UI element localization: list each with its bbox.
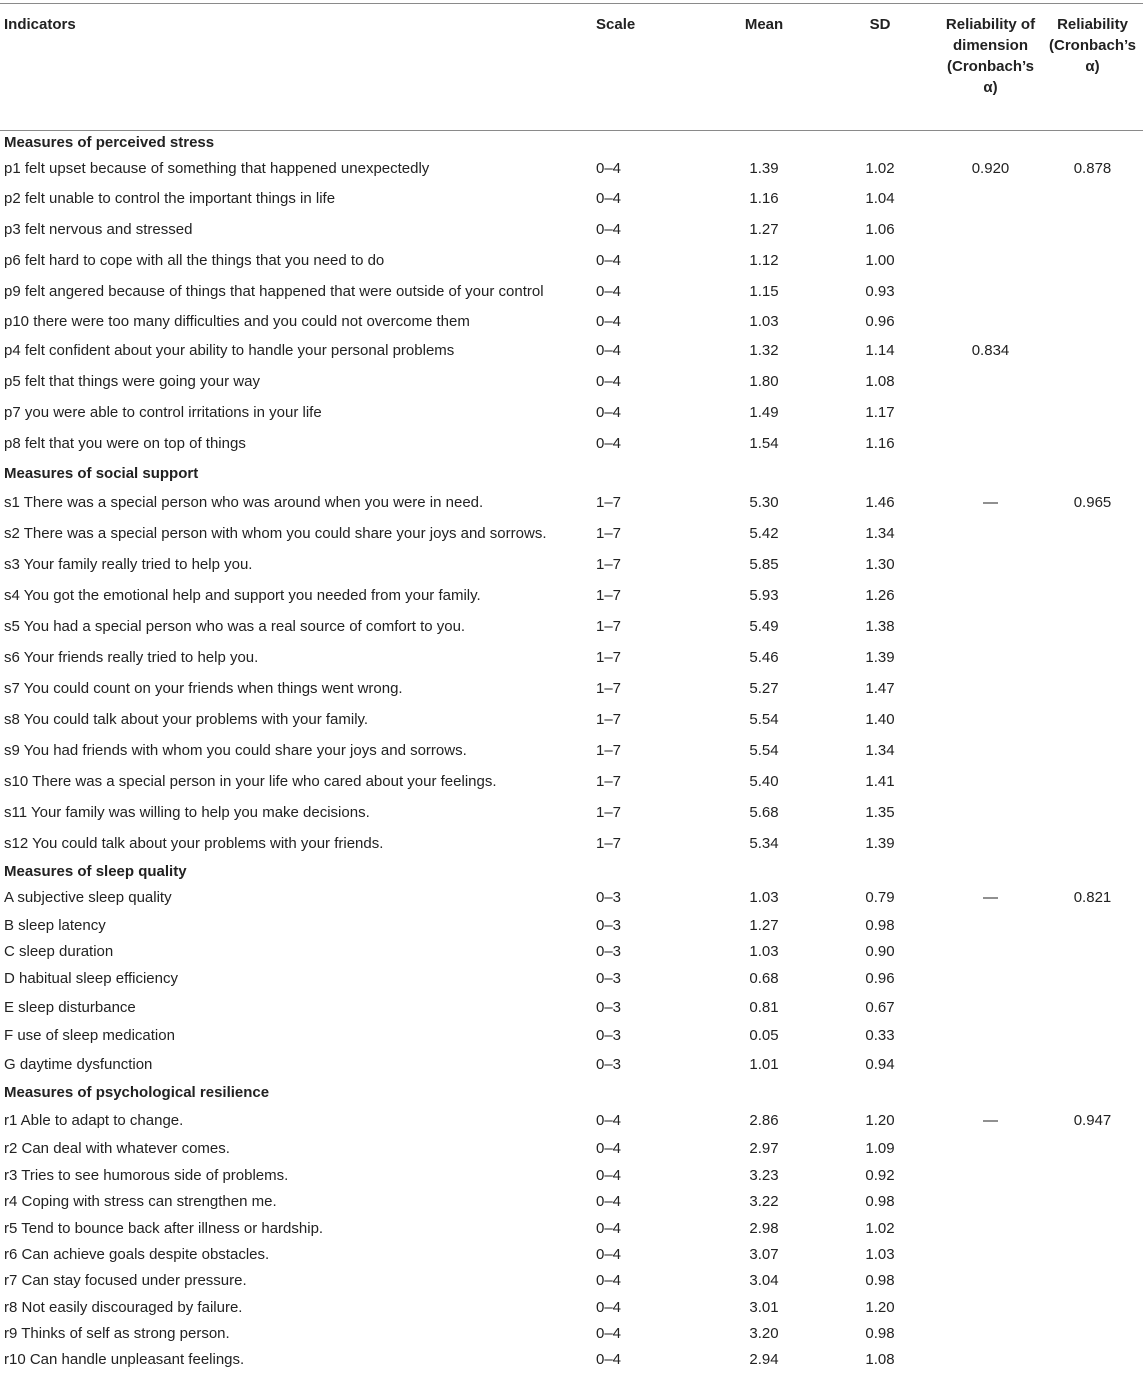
indicator-cell: E sleep disturbance xyxy=(4,998,136,1016)
header-indicators: Indicators xyxy=(0,4,592,131)
reliability-cell xyxy=(1042,1163,1143,1189)
indicator-cell: s4 You got the emotional help and support you needed from your family. xyxy=(4,587,481,604)
reliability-cell xyxy=(1042,1242,1143,1268)
table-row xyxy=(0,1347,1143,1373)
mean-cell: 1.54 xyxy=(749,435,779,452)
section-row xyxy=(0,460,1143,488)
mean-cell: 1.39 xyxy=(749,160,779,177)
indicator-cell: p7 you were able to control irritations in your life xyxy=(4,404,322,421)
mean-cell: 1.16 xyxy=(749,190,779,207)
scale-cell: 0–4 xyxy=(596,373,622,390)
indicator-cell: s10 There was a special person in your life who cared about your feelings. xyxy=(4,773,497,790)
reliability-dimension-cell xyxy=(939,643,1042,674)
scale-cell: 0–4 xyxy=(596,221,622,238)
reliability-dimension-cell xyxy=(939,215,1042,246)
scale-cell: 0–4 xyxy=(596,1166,622,1184)
reliability-dimension-cell: — xyxy=(983,1112,998,1129)
sd-cell: 1.35 xyxy=(865,804,895,821)
scale-cell: 0–4 xyxy=(596,283,622,300)
table-row xyxy=(0,429,1143,460)
indicator-cell: B sleep latency xyxy=(4,916,106,934)
mean-cell: 5.85 xyxy=(749,556,779,573)
scale-cell: 0–4 xyxy=(596,312,622,330)
reliability-cell xyxy=(1042,398,1143,429)
scale-cell: 0–4 xyxy=(596,1298,622,1316)
reliability-dimension-cell: 0.834 xyxy=(971,342,1010,359)
reliability-dimension-cell xyxy=(939,913,1042,939)
table-row xyxy=(0,1321,1143,1347)
reliability-cell xyxy=(1042,674,1143,705)
indicator-cell: r4 Coping with stress can strengthen me. xyxy=(4,1193,277,1210)
scale-cell: 1–7 xyxy=(596,649,622,666)
sd-cell: 1.39 xyxy=(865,835,895,852)
sd-cell: 0.33 xyxy=(865,1027,895,1044)
indicator-cell: p4 felt confident about your ability to handle your personal problems xyxy=(4,342,455,359)
sd-cell: 1.46 xyxy=(865,494,895,511)
header-scale: Scale xyxy=(592,4,707,131)
indicator-cell: s11 Your family was willing to help you make decisions. xyxy=(4,804,370,821)
table-row xyxy=(0,215,1143,246)
scale-cell: 1–7 xyxy=(596,804,622,821)
sd-cell: 1.14 xyxy=(865,342,895,359)
reliability-cell xyxy=(1042,1216,1143,1242)
mean-cell: 5.49 xyxy=(749,618,779,635)
sd-cell: 1.03 xyxy=(865,1245,895,1263)
mean-cell: 0.05 xyxy=(749,1027,779,1044)
table-row xyxy=(0,550,1143,581)
reliability-dimension-cell xyxy=(939,1295,1042,1321)
sd-cell: 1.16 xyxy=(865,435,895,452)
scale-cell: 1–7 xyxy=(596,494,622,511)
reliability-dimension-cell xyxy=(939,1163,1042,1189)
scale-cell: 0–4 xyxy=(596,1219,622,1237)
table-row xyxy=(0,398,1143,429)
reliability-dimension-cell xyxy=(939,581,1042,612)
table-row xyxy=(0,674,1143,705)
indicator-cell: r1 Able to adapt to change. xyxy=(4,1112,184,1129)
scale-cell: 0–3 xyxy=(596,942,622,960)
indicator-cell: p5 felt that things were going your way xyxy=(4,373,260,390)
mean-cell: 5.30 xyxy=(749,494,779,511)
scale-cell: 0–4 xyxy=(596,1350,622,1368)
reliability-cell xyxy=(1042,1189,1143,1216)
mean-cell: 3.04 xyxy=(749,1272,779,1289)
mean-cell: 1.01 xyxy=(749,1055,779,1073)
reliability-dimension-cell: 0.920 xyxy=(971,160,1010,177)
reliability-dimension-cell xyxy=(939,829,1042,860)
scale-cell: 1–7 xyxy=(596,742,622,759)
reliability-cell xyxy=(1042,736,1143,767)
table-row xyxy=(0,519,1143,550)
mean-cell: 1.12 xyxy=(749,252,779,269)
sd-cell: 1.04 xyxy=(865,190,895,207)
indicator-cell: r2 Can deal with whatever comes. xyxy=(4,1140,230,1157)
scale-cell: 0–4 xyxy=(596,1193,622,1210)
reliability-cell xyxy=(1042,336,1143,367)
reliability-cell xyxy=(1042,1321,1143,1347)
indicator-cell: G daytime dysfunction xyxy=(4,1055,153,1073)
table-row xyxy=(0,184,1143,215)
scale-cell: 0–3 xyxy=(596,889,622,906)
reliability-dimension-cell xyxy=(939,965,1042,994)
scale-cell: 0–3 xyxy=(596,916,622,934)
reliability-dimension-cell xyxy=(939,308,1042,336)
reliability-cell xyxy=(1042,246,1143,277)
mean-cell: 3.23 xyxy=(749,1166,779,1184)
mean-cell: 3.20 xyxy=(749,1324,779,1342)
mean-cell: 1.49 xyxy=(749,404,779,421)
section-title: Measures of sleep quality xyxy=(4,862,187,880)
sd-cell: 0.67 xyxy=(865,998,895,1016)
sd-cell: 0.98 xyxy=(865,1193,895,1210)
indicator-cell: p9 felt angered because of things that happened that were outside of your control xyxy=(4,283,544,300)
reliability-cell xyxy=(1042,798,1143,829)
reliability-dimension-cell xyxy=(939,367,1042,398)
indicator-cell: p3 felt nervous and stressed xyxy=(4,221,193,238)
indicator-cell: s2 There was a special person with whom you could share your joys and sorrows. xyxy=(4,525,547,542)
reliability-dimension-cell xyxy=(939,798,1042,829)
table-row xyxy=(0,994,1143,1022)
sd-cell: 1.47 xyxy=(865,680,895,697)
table-header xyxy=(0,4,1143,131)
sd-cell: 1.02 xyxy=(865,160,895,177)
reliability-cell xyxy=(1042,1268,1143,1295)
indicator-cell: s1 There was a special person who was around when you were in need. xyxy=(4,494,484,511)
reliability-dimension-cell xyxy=(939,1321,1042,1347)
scale-cell: 1–7 xyxy=(596,525,622,542)
mean-cell: 5.27 xyxy=(749,680,779,697)
sd-cell: 1.08 xyxy=(865,373,895,390)
scale-cell: 0–3 xyxy=(596,1027,622,1044)
sd-cell: 1.40 xyxy=(865,711,895,728)
indicator-cell: r8 Not easily discouraged by failure. xyxy=(4,1298,243,1316)
indicator-cell: r5 Tend to bounce back after illness or hardship. xyxy=(4,1219,324,1237)
table-row xyxy=(0,705,1143,736)
scale-cell: 1–7 xyxy=(596,711,622,728)
reliability-cell xyxy=(1042,1347,1143,1373)
measures-table xyxy=(0,3,1143,1373)
table-row xyxy=(0,336,1143,367)
indicator-cell: s7 You could count on your friends when things went wrong. xyxy=(4,680,403,697)
mean-cell: 1.27 xyxy=(749,221,779,238)
reliability-cell xyxy=(1042,550,1143,581)
sd-cell: 1.08 xyxy=(865,1350,895,1368)
table-row xyxy=(0,1295,1143,1321)
sd-cell: 0.96 xyxy=(865,312,895,330)
mean-cell: 3.22 xyxy=(749,1193,779,1210)
scale-cell: 0–4 xyxy=(596,252,622,269)
mean-cell: 5.68 xyxy=(749,804,779,821)
reliability-cell xyxy=(1042,829,1143,860)
reliability-cell xyxy=(1042,913,1143,939)
reliability-cell xyxy=(1042,1295,1143,1321)
sd-cell: 1.00 xyxy=(865,252,895,269)
section-row xyxy=(0,1079,1143,1107)
section-row xyxy=(0,131,1143,155)
scale-cell: 0–4 xyxy=(596,435,622,452)
scale-cell: 0–4 xyxy=(596,342,622,359)
scale-cell: 1–7 xyxy=(596,835,622,852)
table-row xyxy=(0,1136,1143,1163)
sd-cell: 0.93 xyxy=(865,283,895,300)
mean-cell: 1.32 xyxy=(749,342,779,359)
mean-cell: 5.46 xyxy=(749,649,779,666)
mean-cell: 1.03 xyxy=(749,889,779,906)
table-row xyxy=(0,1051,1143,1079)
scale-cell: 1–7 xyxy=(596,618,622,635)
scale-cell: 0–4 xyxy=(596,1324,622,1342)
header-mean: Mean xyxy=(707,4,821,131)
sd-cell: 1.20 xyxy=(865,1298,895,1316)
table-body xyxy=(0,131,1143,1373)
indicator-cell: s12 You could talk about your problems with your friends. xyxy=(4,835,384,852)
indicator-cell: s8 You could talk about your problems with your family. xyxy=(4,711,369,728)
table-row xyxy=(0,581,1143,612)
indicator-cell: p1 felt upset because of something that happened unexpectedly xyxy=(4,160,430,177)
sd-cell: 0.90 xyxy=(865,942,895,960)
sd-cell: 1.20 xyxy=(865,1112,895,1129)
sd-cell: 1.34 xyxy=(865,525,895,542)
mean-cell: 2.86 xyxy=(749,1112,779,1129)
scale-cell: 0–4 xyxy=(596,1272,622,1289)
reliability-cell xyxy=(1042,429,1143,460)
reliability-cell xyxy=(1042,277,1143,308)
table-row xyxy=(0,308,1143,336)
reliability-dimension-cell xyxy=(939,767,1042,798)
mean-cell: 1.03 xyxy=(749,942,779,960)
table-row xyxy=(0,1163,1143,1189)
table-row xyxy=(0,1022,1143,1051)
sd-cell: 0.98 xyxy=(865,1272,895,1289)
section-title: Measures of social support xyxy=(4,464,199,482)
table-row xyxy=(0,965,1143,994)
reliability-cell: 0.947 xyxy=(1073,1112,1112,1129)
indicator-cell: p2 felt unable to control the important things in life xyxy=(4,190,336,207)
sd-cell: 1.41 xyxy=(865,773,895,790)
mean-cell: 2.97 xyxy=(749,1140,779,1157)
reliability-dimension-cell xyxy=(939,1189,1042,1216)
sd-cell: 1.39 xyxy=(865,649,895,666)
reliability-dimension-cell xyxy=(939,612,1042,643)
sd-cell: 1.02 xyxy=(865,1219,895,1237)
indicator-cell: r9 Thinks of self as strong person. xyxy=(4,1324,230,1342)
mean-cell: 1.80 xyxy=(749,373,779,390)
reliability-dimension-cell xyxy=(939,1242,1042,1268)
table-row xyxy=(0,884,1143,913)
reliability-dimension-cell xyxy=(939,246,1042,277)
table-row xyxy=(0,612,1143,643)
reliability-dimension-cell xyxy=(939,429,1042,460)
header-reliability: Reliability (Cronbach’s α) xyxy=(1042,4,1143,131)
mean-cell: 3.01 xyxy=(749,1298,779,1316)
section-row xyxy=(0,860,1143,884)
table-row xyxy=(0,829,1143,860)
scale-cell: 1–7 xyxy=(596,680,622,697)
reliability-dimension-cell: — xyxy=(983,889,998,906)
table-row xyxy=(0,367,1143,398)
section-title: Measures of psychological resilience xyxy=(4,1083,270,1101)
sd-cell: 0.96 xyxy=(865,970,895,987)
sd-cell: 1.17 xyxy=(865,404,895,421)
mean-cell: 3.07 xyxy=(749,1245,779,1263)
header-reliability-dimension: Reliability of dimension (Cronbach’s α) xyxy=(939,4,1042,131)
reliability-dimension-cell xyxy=(939,674,1042,705)
reliability-cell: 0.965 xyxy=(1073,494,1112,511)
reliability-cell xyxy=(1042,767,1143,798)
reliability-cell: 0.821 xyxy=(1073,889,1112,906)
table-row xyxy=(0,939,1143,965)
scale-cell: 0–4 xyxy=(596,160,622,177)
table-row xyxy=(0,736,1143,767)
reliability-cell xyxy=(1042,184,1143,215)
table-row xyxy=(0,767,1143,798)
reliability-dimension-cell xyxy=(939,1216,1042,1242)
mean-cell: 5.42 xyxy=(749,525,779,542)
section-title: Measures of perceived stress xyxy=(4,133,215,151)
mean-cell: 1.03 xyxy=(749,312,779,330)
indicator-cell: r6 Can achieve goals despite obstacles. xyxy=(4,1245,270,1263)
reliability-dimension-cell xyxy=(939,1136,1042,1163)
table-row xyxy=(0,1216,1143,1242)
scale-cell: 0–4 xyxy=(596,1140,622,1157)
mean-cell: 1.27 xyxy=(749,916,779,934)
indicator-cell: r7 Can stay focused under pressure. xyxy=(4,1272,247,1289)
reliability-dimension-cell xyxy=(939,184,1042,215)
reliability-cell xyxy=(1042,1022,1143,1051)
reliability-cell xyxy=(1042,1136,1143,1163)
reliability-cell xyxy=(1042,581,1143,612)
reliability-dimension-cell xyxy=(939,519,1042,550)
indicator-cell: r3 Tries to see humorous side of problems. xyxy=(4,1166,289,1184)
indicator-cell: p8 felt that you were on top of things xyxy=(4,435,246,452)
indicator-cell: F use of sleep medication xyxy=(4,1027,175,1044)
sd-cell: 0.79 xyxy=(865,889,895,906)
reliability-cell xyxy=(1042,965,1143,994)
reliability-dimension-cell xyxy=(939,1022,1042,1051)
sd-cell: 0.98 xyxy=(865,916,895,934)
indicator-cell: p6 felt hard to cope with all the things that you need to do xyxy=(4,252,385,269)
mean-cell: 2.94 xyxy=(749,1350,779,1368)
reliability-cell xyxy=(1042,215,1143,246)
reliability-dimension-cell xyxy=(939,939,1042,965)
sd-cell: 0.98 xyxy=(865,1324,895,1342)
table-row xyxy=(0,1189,1143,1216)
indicator-cell: D habitual sleep efficiency xyxy=(4,970,178,987)
reliability-cell xyxy=(1042,612,1143,643)
reliability-dimension-cell xyxy=(939,277,1042,308)
reliability-dimension-cell xyxy=(939,994,1042,1022)
indicator-cell: r10 Can handle unpleasant feelings. xyxy=(4,1350,245,1368)
scale-cell: 0–4 xyxy=(596,190,622,207)
sd-cell: 1.30 xyxy=(865,556,895,573)
scale-cell: 0–4 xyxy=(596,404,622,421)
table-row xyxy=(0,1242,1143,1268)
indicator-cell: A subjective sleep quality xyxy=(4,889,172,906)
indicator-cell: s3 Your family really tried to help you. xyxy=(4,556,253,573)
sd-cell: 1.26 xyxy=(865,587,895,604)
mean-cell: 0.68 xyxy=(749,970,779,987)
scale-cell: 0–3 xyxy=(596,1055,622,1073)
reliability-dimension-cell xyxy=(939,1268,1042,1295)
table-row xyxy=(0,155,1143,184)
reliability-cell xyxy=(1042,705,1143,736)
sd-cell: 1.38 xyxy=(865,618,895,635)
table-row xyxy=(0,1268,1143,1295)
mean-cell: 0.81 xyxy=(749,998,779,1016)
reliability-dimension-cell xyxy=(939,398,1042,429)
reliability-cell xyxy=(1042,939,1143,965)
reliability-cell xyxy=(1042,643,1143,674)
table-row xyxy=(0,277,1143,308)
scale-cell: 1–7 xyxy=(596,587,622,604)
scale-cell: 1–7 xyxy=(596,773,622,790)
indicator-cell: s6 Your friends really tried to help you. xyxy=(4,649,259,666)
sd-cell: 1.06 xyxy=(865,221,895,238)
sd-cell: 0.92 xyxy=(865,1166,895,1184)
mean-cell: 1.15 xyxy=(749,283,779,300)
indicator-cell: s5 You had a special person who was a real source of comfort to you. xyxy=(4,618,466,635)
mean-cell: 5.54 xyxy=(749,711,779,728)
mean-cell: 5.34 xyxy=(749,835,779,852)
table-row xyxy=(0,488,1143,519)
scale-cell: 0–4 xyxy=(596,1245,622,1263)
scale-cell: 0–4 xyxy=(596,1112,622,1129)
indicator-cell: p10 there were too many difficulties and you could not overcome them xyxy=(4,312,470,330)
table-row xyxy=(0,913,1143,939)
reliability-dimension-cell xyxy=(939,550,1042,581)
mean-cell: 5.40 xyxy=(749,773,779,790)
scale-cell: 1–7 xyxy=(596,556,622,573)
table-row xyxy=(0,1107,1143,1136)
mean-cell: 5.54 xyxy=(749,742,779,759)
reliability-cell xyxy=(1042,994,1143,1022)
reliability-dimension-cell: — xyxy=(983,494,998,511)
sd-cell: 0.94 xyxy=(865,1055,895,1073)
reliability-cell xyxy=(1042,519,1143,550)
table-row xyxy=(0,643,1143,674)
reliability-cell: 0.878 xyxy=(1073,160,1112,177)
reliability-dimension-cell xyxy=(939,1347,1042,1373)
mean-cell: 2.98 xyxy=(749,1219,779,1237)
table-row xyxy=(0,246,1143,277)
indicator-cell: C sleep duration xyxy=(4,942,114,960)
table-row xyxy=(0,798,1143,829)
scale-cell: 0–3 xyxy=(596,998,622,1016)
reliability-dimension-cell xyxy=(939,705,1042,736)
reliability-dimension-cell xyxy=(939,736,1042,767)
reliability-cell xyxy=(1042,308,1143,336)
mean-cell: 5.93 xyxy=(749,587,779,604)
reliability-cell xyxy=(1042,1051,1143,1079)
header-sd: SD xyxy=(821,4,939,131)
scale-cell: 0–3 xyxy=(596,970,622,987)
indicator-cell: s9 You had friends with whom you could share your joys and sorrows. xyxy=(4,742,467,759)
reliability-dimension-cell xyxy=(939,1051,1042,1079)
reliability-cell xyxy=(1042,367,1143,398)
sd-cell: 1.09 xyxy=(865,1140,895,1157)
sd-cell: 1.34 xyxy=(865,742,895,759)
